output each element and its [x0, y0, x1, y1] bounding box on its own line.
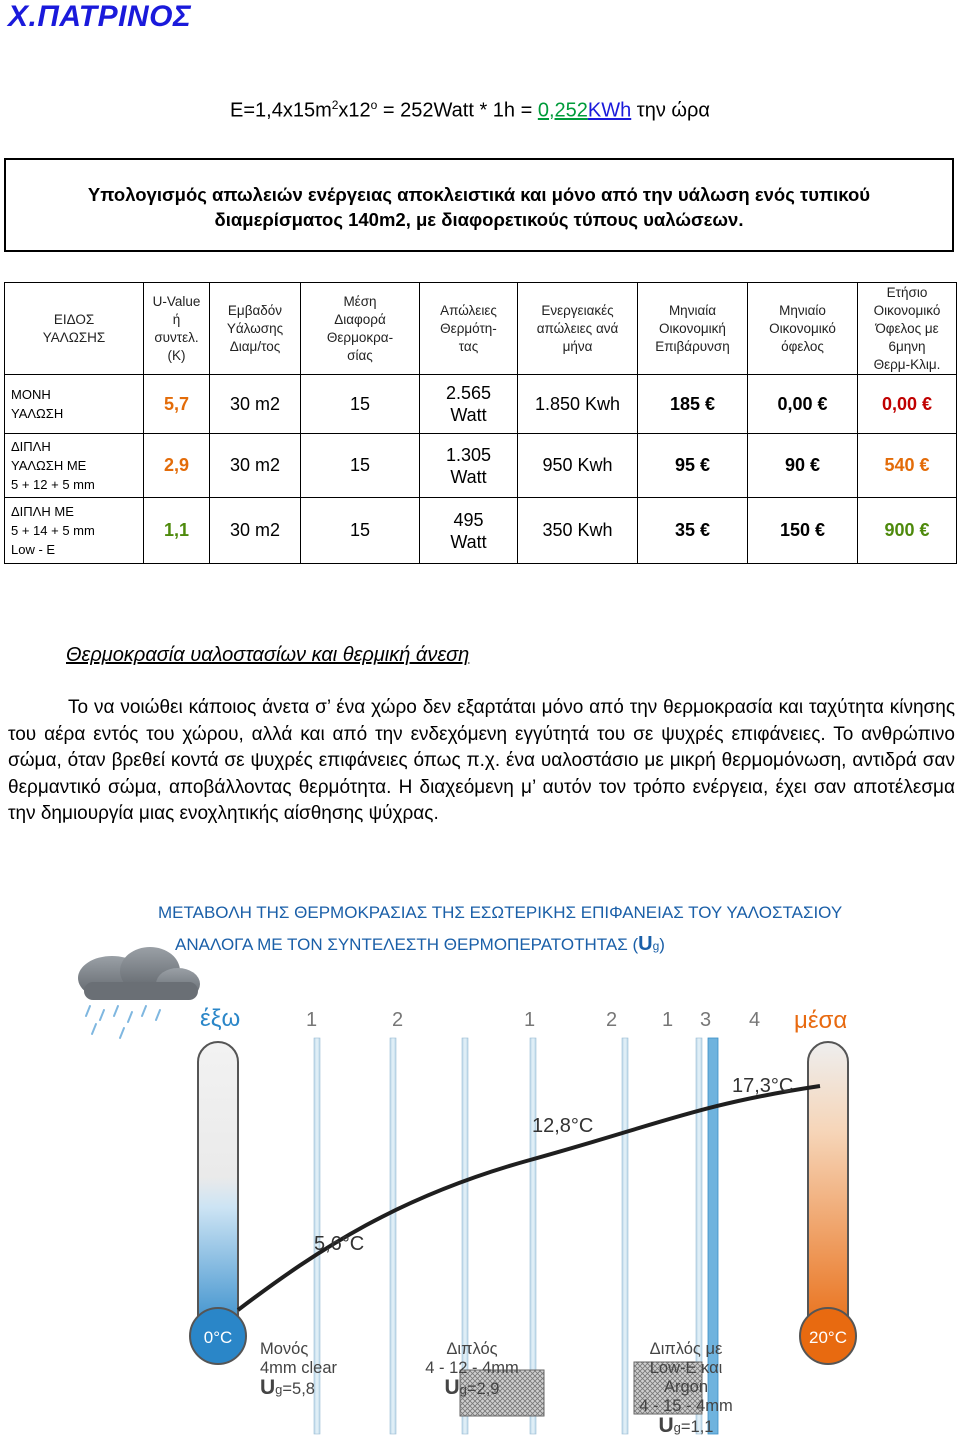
label-inside: μέσα [794, 1007, 848, 1034]
row-monthly-benefit: 0,00 € [748, 375, 858, 434]
row-type: ΔΙΠΛΗ ΜΕ 5 + 14 + 5 mm Low - E [5, 498, 144, 564]
thermometer-cold-icon [190, 1042, 246, 1364]
th-heatloss: Απώλειες Θερμότη- τας [420, 283, 518, 375]
thermometer-warm-icon [800, 1042, 856, 1364]
row-monthly-benefit: 90 € [748, 434, 858, 498]
row-monthly-benefit: 150 € [748, 498, 858, 564]
th-monthly-cost: Μηνιαία Οικονομική Επιβάρυνση [638, 283, 748, 375]
th-annual-benefit: Ετήσιο Οικονομικό Όφελος με 6μηνη Θερμ-Κλιμ. [858, 283, 957, 375]
row-annual-benefit: 540 € [858, 434, 957, 498]
th-area: Εμβαδόν Υάλωσης Διαμ/τος [210, 283, 301, 375]
th-uvalue: U-Value ή συντελ. (K) [144, 283, 210, 375]
row-tempdiff: 15 [301, 498, 420, 564]
th-monthly-benefit: Μηνιαίο Οικονομικό όφελος [748, 283, 858, 375]
formula-unit: KWh [587, 99, 632, 122]
temp-label-double: 12,8°C [532, 1115, 594, 1137]
row-energy: 1.850 Kwh [518, 375, 638, 434]
formula-value: 0,252 [537, 99, 588, 122]
temp-label-single: 5,6°C [314, 1233, 365, 1255]
page-header-title: Χ.ΠΑΤΡΙΝΟΣ [8, 0, 192, 33]
th-tempdiff: Μέση Διαφορά Θερμοκρα- σίας [301, 283, 420, 375]
row-uvalue: 5,7 [144, 375, 210, 434]
caption-double: Διπλός 4 - 12 - 4mm Ug=2,9 [425, 1340, 519, 1399]
svg-text:20°C: 20°C [809, 1328, 847, 1347]
svg-text:1: 1 [662, 1009, 674, 1031]
section-paragraph: Το να νοιώθει κάποιος άνετα σ’ ένα χώρο δεν εξαρτάται μόνο από την θερμοκρασία και ταχύτητα κίνησης του αέρα εντός του χώρου, αλλά και από την ενδεχόμενη εγγύτητά του σε ψυχρές επιφάνειες. Το ανθρώπινο σώμα, όταν βρεθεί κοντά σε ψυχρές επιφάνειες όπως π.χ. ένα υαλοστάσιο με μικρή θερμομόνωση, αντιδρά σαν θερμαντικό σώμα, αποβάλλοντας θερμότητα. Η διαχεόμενη μ’ αυτόν τον τρόπο ενέργεια, έχει σαν αποτέλεσμα την δημιουργία μιας ενοχλητικής αίσθησης ψύχρας. [8, 697, 955, 825]
rain-cloud-icon [78, 947, 200, 1038]
caption-single: Μονός 4mm clear Ug=5,8 [260, 1340, 338, 1399]
svg-text:2: 2 [606, 1009, 618, 1031]
row-monthly-cost: 185 € [638, 375, 748, 434]
th-energy: Ενεργειακές απώλειες ανά μήνα [518, 283, 638, 375]
svg-text:4: 4 [749, 1009, 761, 1031]
row-type: ΔΙΠΛΗ ΥΑΛΩΣΗ ΜΕ 5 + 12 + 5 mm [5, 434, 144, 498]
table-row [5, 498, 957, 564]
row-energy: 350 Kwh [518, 498, 638, 564]
row-energy: 950 Kwh [518, 434, 638, 498]
section-title: Θερμοκρασία υαλοστασίων και θερμική άνεση [66, 644, 470, 666]
row-uvalue: 2,9 [144, 434, 210, 498]
row-tempdiff: 15 [301, 375, 420, 434]
label-outside: έξω [200, 1005, 241, 1032]
row-annual-benefit: 900 € [858, 498, 957, 564]
position-markers [306, 1009, 760, 1031]
svg-text:2: 2 [392, 1009, 404, 1031]
svg-text:1: 1 [524, 1009, 536, 1031]
th-type: ΕΙΔΟΣ ΥΑΛΩΣΗΣ [5, 283, 144, 375]
row-annual-benefit: 0,00 € [858, 375, 957, 434]
row-area: 30 m2 [210, 375, 301, 434]
energy-formula: $E=1,4x15m^2x12^o$ = 252Watt * 1h = 0,252KWh την ώρα [230, 98, 710, 122]
glazing-table [4, 282, 957, 564]
row-type: ΜΟΝΗ ΥΑΛΩΣΗ [5, 375, 144, 434]
row-uvalue: 1,1 [144, 498, 210, 564]
row-monthly-cost: 35 € [638, 498, 748, 564]
row-area: 30 m2 [210, 434, 301, 498]
temperature-curve [238, 1086, 820, 1310]
temp-label-lowe: 17,3°C [732, 1075, 794, 1097]
svg-text:3: 3 [700, 1009, 712, 1031]
row-tempdiff: 15 [301, 434, 420, 498]
svg-text:0°C: 0°C [203, 1328, 233, 1347]
intro-text: Υπολογισμός απωλειών ενέργειας αποκλειστικά και μόνο από την υάλωση ενός τυπικού διαμερίσματος 140m2, με διαφορετικούς τύπους υαλώσεων. [87, 184, 871, 230]
row-heatloss: 495 Watt [420, 498, 518, 564]
diagram-title-2: ΑΝΑΛΟΓΑ ΜΕ ΤΟΝ ΣΥΝΤΕΛΕΣΤΗ ΘΕΡΜΟΠΕΡΑΤΟΤΗΤΑΣ (Ug) [175, 933, 665, 955]
table-header-row [5, 283, 957, 375]
row-heatloss: 1.305 Watt [420, 434, 518, 498]
row-heatloss: 2.565 Watt [420, 375, 518, 434]
diagram-title-1: ΜΕΤΑΒΟΛΗ ΤΗΣ ΘΕΡΜΟΚΡΑΣΙΑΣ ΤΗΣ ΕΣΩΤΕΡΙΚΗΣ ΕΠΙΦΑΝΕΙΑΣ ΤΟΥ ΥΑΛΟΣΤΑΣΙΟΥ [158, 903, 843, 922]
table-row [5, 434, 957, 498]
caption-lowe: Διπλός με Low-E και Argon 4 - 15 - 4mm Ug=1,1 [639, 1340, 733, 1437]
table-row [5, 375, 957, 434]
intro-box [4, 158, 954, 252]
row-area: 30 m2 [210, 498, 301, 564]
row-monthly-cost: 95 € [638, 434, 748, 498]
svg-text:1: 1 [306, 1009, 318, 1031]
